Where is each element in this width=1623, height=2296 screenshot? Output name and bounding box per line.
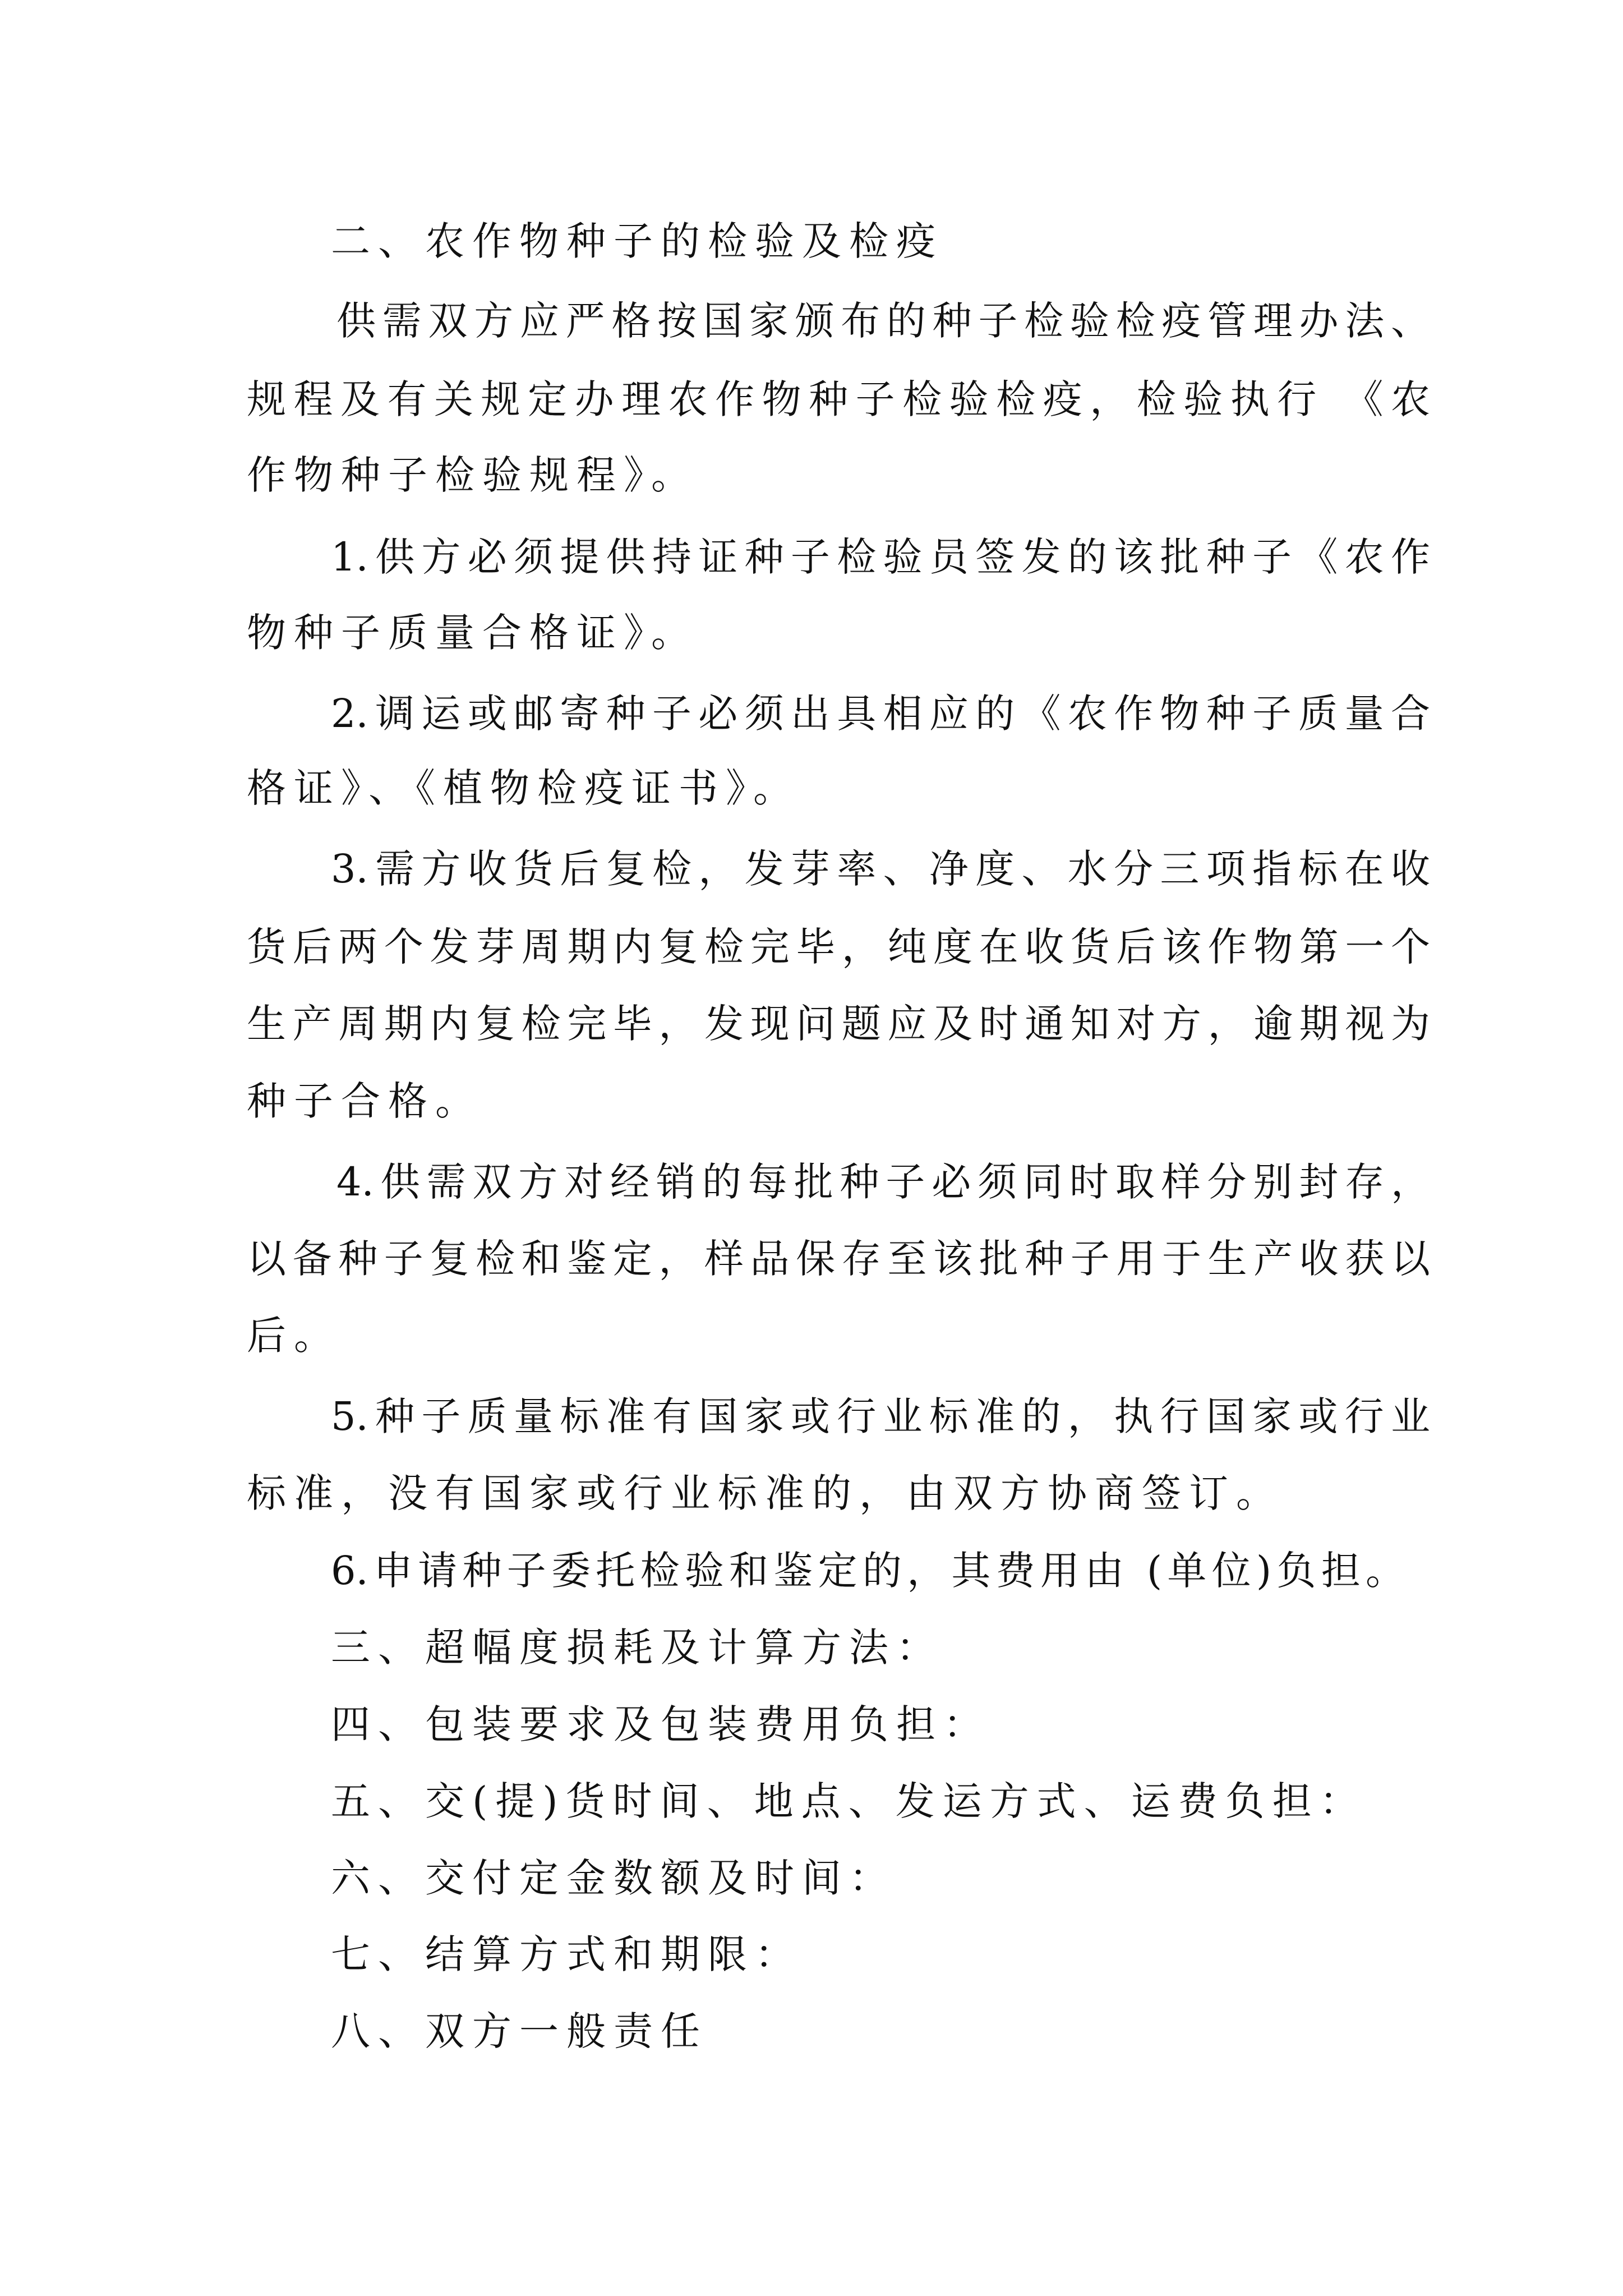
section-heading-2: 二、农作物种子的检验及检疫 <box>331 218 943 264</box>
section-heading-6: 六、交付定金数额及时间： <box>331 1855 896 1901</box>
paragraph-line: 格证》、《植物检疫证书》。 <box>247 765 800 811</box>
paragraph-line: 货后两个发芽周期内复检完毕，纯度在收货后该作物第一个 <box>247 924 1430 970</box>
list-item-2: 2.调运或邮寄种子必须出具相应的《农作物种子质量合 <box>331 691 1430 737</box>
paragraph-line: 以备种子复检和鉴定，样品保存至该批种子用于生产收获以 <box>247 1236 1430 1282</box>
list-item-5: 5.种子质量标准有国家或行业标准的，执行国家或行业 <box>331 1393 1430 1439</box>
paragraph-line: 后。 <box>247 1313 341 1359</box>
list-item-6: 6.申请种子委托检验和鉴定的，其费用由 (单位)负担。 <box>331 1548 1405 1594</box>
list-item-4: 4.供需双方对经销的每批种子必须同时取样分别封存， <box>336 1159 1430 1205</box>
paragraph-line: 种子合格。 <box>247 1078 482 1124</box>
paragraph-line: 作物种子检验规程》。 <box>247 452 698 498</box>
section-heading-7: 七、结算方式和期限： <box>331 1931 802 1977</box>
list-item-1: 1.供方必须提供持证种子检验员签发的该批种子《农作 <box>331 534 1430 580</box>
list-item-3: 3.需方收货后复检，发芽率、净度、水分三项指标在收 <box>331 846 1430 892</box>
section-heading-3: 三、超幅度损耗及计算方法： <box>331 1625 943 1671</box>
section-heading-8: 八、双方一般责任 <box>331 2008 708 2054</box>
paragraph-line: 标准，没有国家或行业标准的，由双方协商签订。 <box>247 1470 1283 1516</box>
paragraph-line: 物种子质量合格证》。 <box>247 610 698 656</box>
section-heading-4: 四、包装要求及包装费用负担： <box>331 1701 990 1747</box>
paragraph-line: 规程及有关规定办理农作物种子检验检疫，检验执行 《农 <box>247 376 1430 422</box>
section-heading-5: 五、交(提)货时间、地点、发运方式、运费负担： <box>331 1778 1367 1824</box>
paragraph-line: 生产周期内复检完毕，发现问题应及时通知对方，逾期视为 <box>247 1001 1430 1047</box>
paragraph-line: 供需双方应严格按国家颁布的种子检验检疫管理办法、 <box>336 298 1430 344</box>
